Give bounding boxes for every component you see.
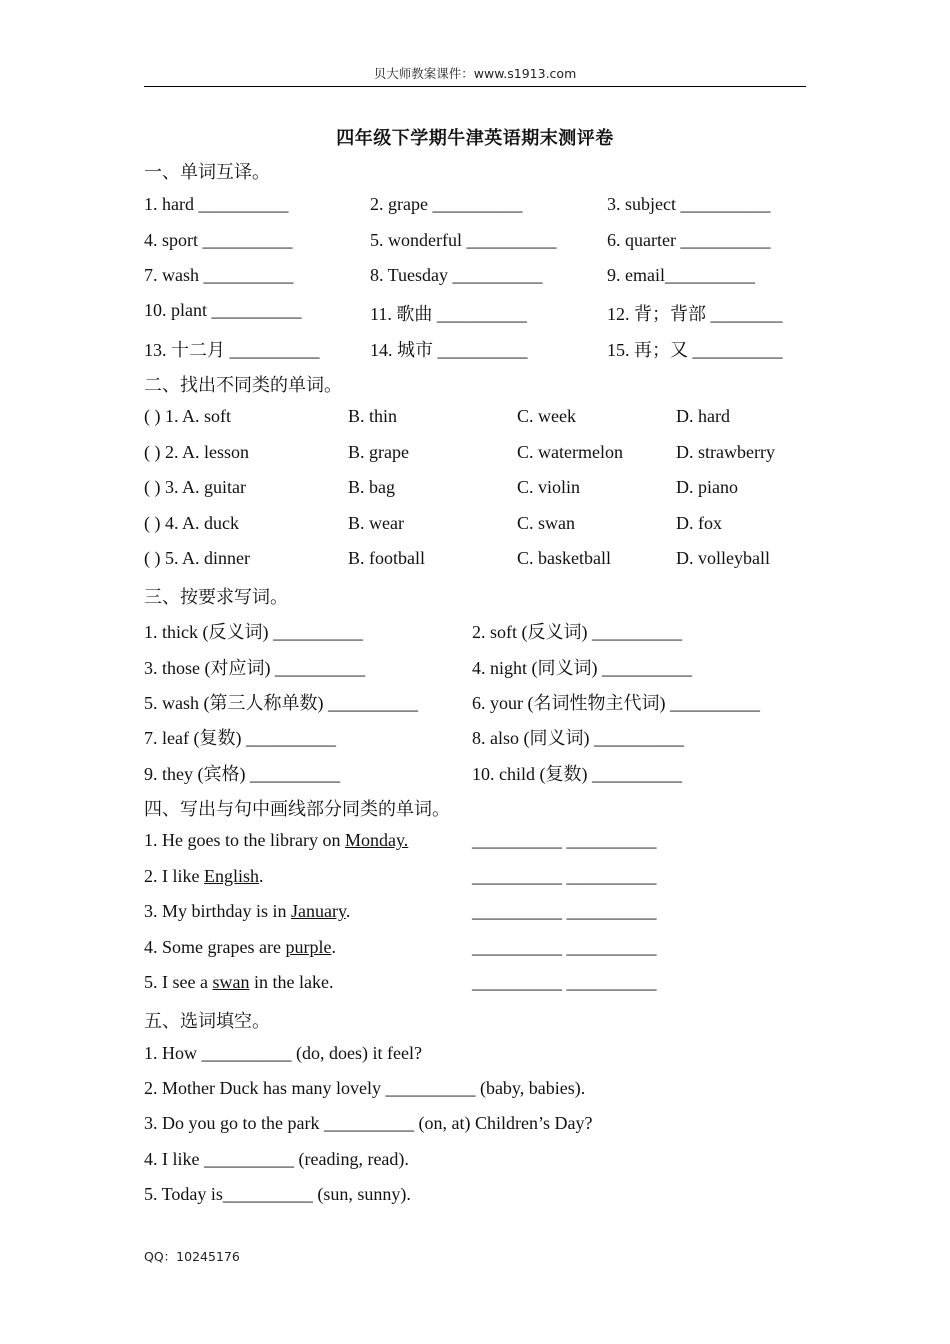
section-4-title: 四、写出与句中画线部分同类的单词。 [144,799,450,819]
s1-item: 5. wonderful __________ [370,230,557,250]
s1-item: 4. sport __________ [144,230,293,250]
option-d: D. piano [676,477,738,497]
answer-blanks: __________ __________ [472,937,657,957]
s3-item: 1. thick (反义词) __________ [144,622,363,642]
underlined-word: swan [212,972,250,992]
s3-row [144,760,824,784]
s3-item: 8. also (同义词) __________ [472,728,684,748]
section-5-title: 五、选词填空。 [144,1011,270,1031]
s3-item: 2. soft (反义词) __________ [472,622,682,642]
answer-blanks: __________ __________ [472,866,657,886]
s3-row [144,618,824,642]
option-c: C. violin [517,477,581,497]
s1-row [144,194,824,218]
s1-item: 11. 歌曲 __________ [370,304,527,324]
underlined-word: January [291,901,346,921]
option-a: ( ) 1. A. soft [144,406,231,426]
s3-row [144,654,824,678]
s5-sentence: 3. Do you go to the park __________ (on, at) Children’s Day? [144,1113,593,1133]
s3-row [144,689,824,713]
section-1-title: 一、单词互译。 [144,162,270,182]
option-d: D. volleyball [676,548,770,568]
option-b: B. football [348,548,425,568]
s5-row [144,1149,824,1173]
s2-row [144,442,824,466]
s5-sentence: 5. Today is__________ (sun, sunny). [144,1184,411,1204]
s1-item: 10. plant __________ [144,300,302,320]
option-c: C. basketball [517,548,611,568]
section-3-title: 三、按要求写词。 [144,587,288,607]
s3-item: 7. leaf (复数) __________ [144,728,336,748]
s1-item: 3. subject __________ [607,194,771,214]
option-c: C. swan [517,513,575,533]
option-a: ( ) 3. A. guitar [144,477,246,497]
s1-row [144,336,824,360]
s5-sentence: 1. How __________ (do, does) it feel? [144,1043,422,1063]
s1-item: 9. email__________ [607,265,755,285]
s1-item: 6. quarter __________ [607,230,771,250]
s1-item: 1. hard __________ [144,194,289,214]
option-d: D. strawberry [676,442,775,462]
s4-sentence: 3. My birthday is in January. [144,901,351,921]
s1-item: 8. Tuesday __________ [370,265,543,285]
s1-item: 15. 再；又 __________ [607,340,783,360]
s5-row [144,1078,824,1102]
option-b: B. grape [348,442,409,462]
s3-item: 10. child (复数) __________ [472,764,682,784]
s1-item: 14. 城市 __________ [370,340,528,360]
option-a: ( ) 2. A. lesson [144,442,249,462]
underlined-word: Monday. [344,830,409,850]
s2-row [144,548,824,572]
s3-item: 3. those (对应词) __________ [144,658,365,678]
s4-sentence: 1. He goes to the library on Monday. [144,830,409,850]
s2-row [144,513,824,537]
s1-item: 13. 十二月 __________ [144,340,320,360]
s3-item: 6. your (名词性物主代词) __________ [472,693,760,713]
s5-row [144,1113,824,1137]
s4-sentence: 5. I see a swan in the lake. [144,972,334,992]
option-d: D. fox [676,513,722,533]
answer-blanks: __________ __________ [472,830,657,850]
option-d: D. hard [676,406,730,426]
s4-row [144,901,824,925]
s4-sentence: 2. I like English. [144,866,264,886]
option-b: B. wear [348,513,404,533]
s4-row [144,830,824,854]
s4-row [144,972,824,996]
option-b: B. bag [348,477,395,497]
s3-item: 4. night (同义词) __________ [472,658,692,678]
underlined-word: English [204,866,260,886]
page-footer: QQ：10245176 [144,1249,240,1264]
s1-row [144,300,824,324]
s1-row [144,265,824,289]
s4-row [144,937,824,961]
s2-row [144,477,824,501]
s3-item: 9. they (宾格) __________ [144,764,340,784]
s1-item: 2. grape __________ [370,194,523,214]
option-a: ( ) 5. A. dinner [144,548,250,568]
page-header: 贝大师教案课件：www.s1913.com [144,64,806,87]
s1-item: 7. wash __________ [144,265,294,285]
answer-blanks: __________ __________ [472,901,657,921]
s5-sentence: 2. Mother Duck has many lovely __________ (baby, babies). [144,1078,586,1098]
answer-blanks: __________ __________ [472,972,657,992]
s3-row [144,724,824,748]
s5-row [144,1043,824,1067]
s1-row [144,230,824,254]
s5-row [144,1184,824,1208]
s1-item: 12. 背；背部 ________ [607,304,783,324]
page-title: 四年级下学期牛津英语期末测评卷 [336,128,614,148]
option-b: B. thin [348,406,398,426]
option-c: C. watermelon [517,442,623,462]
section-2-title: 二、找出不同类的单词。 [144,375,342,395]
s2-row [144,406,824,430]
s4-sentence: 4. Some grapes are purple. [144,937,336,957]
s3-item: 5. wash (第三人称单数) __________ [144,693,418,713]
s5-sentence: 4. I like __________ (reading, read). [144,1149,409,1169]
option-a: ( ) 4. A. duck [144,513,239,533]
option-c: C. week [517,406,576,426]
underlined-word: purple [285,937,332,957]
s4-row [144,866,824,890]
